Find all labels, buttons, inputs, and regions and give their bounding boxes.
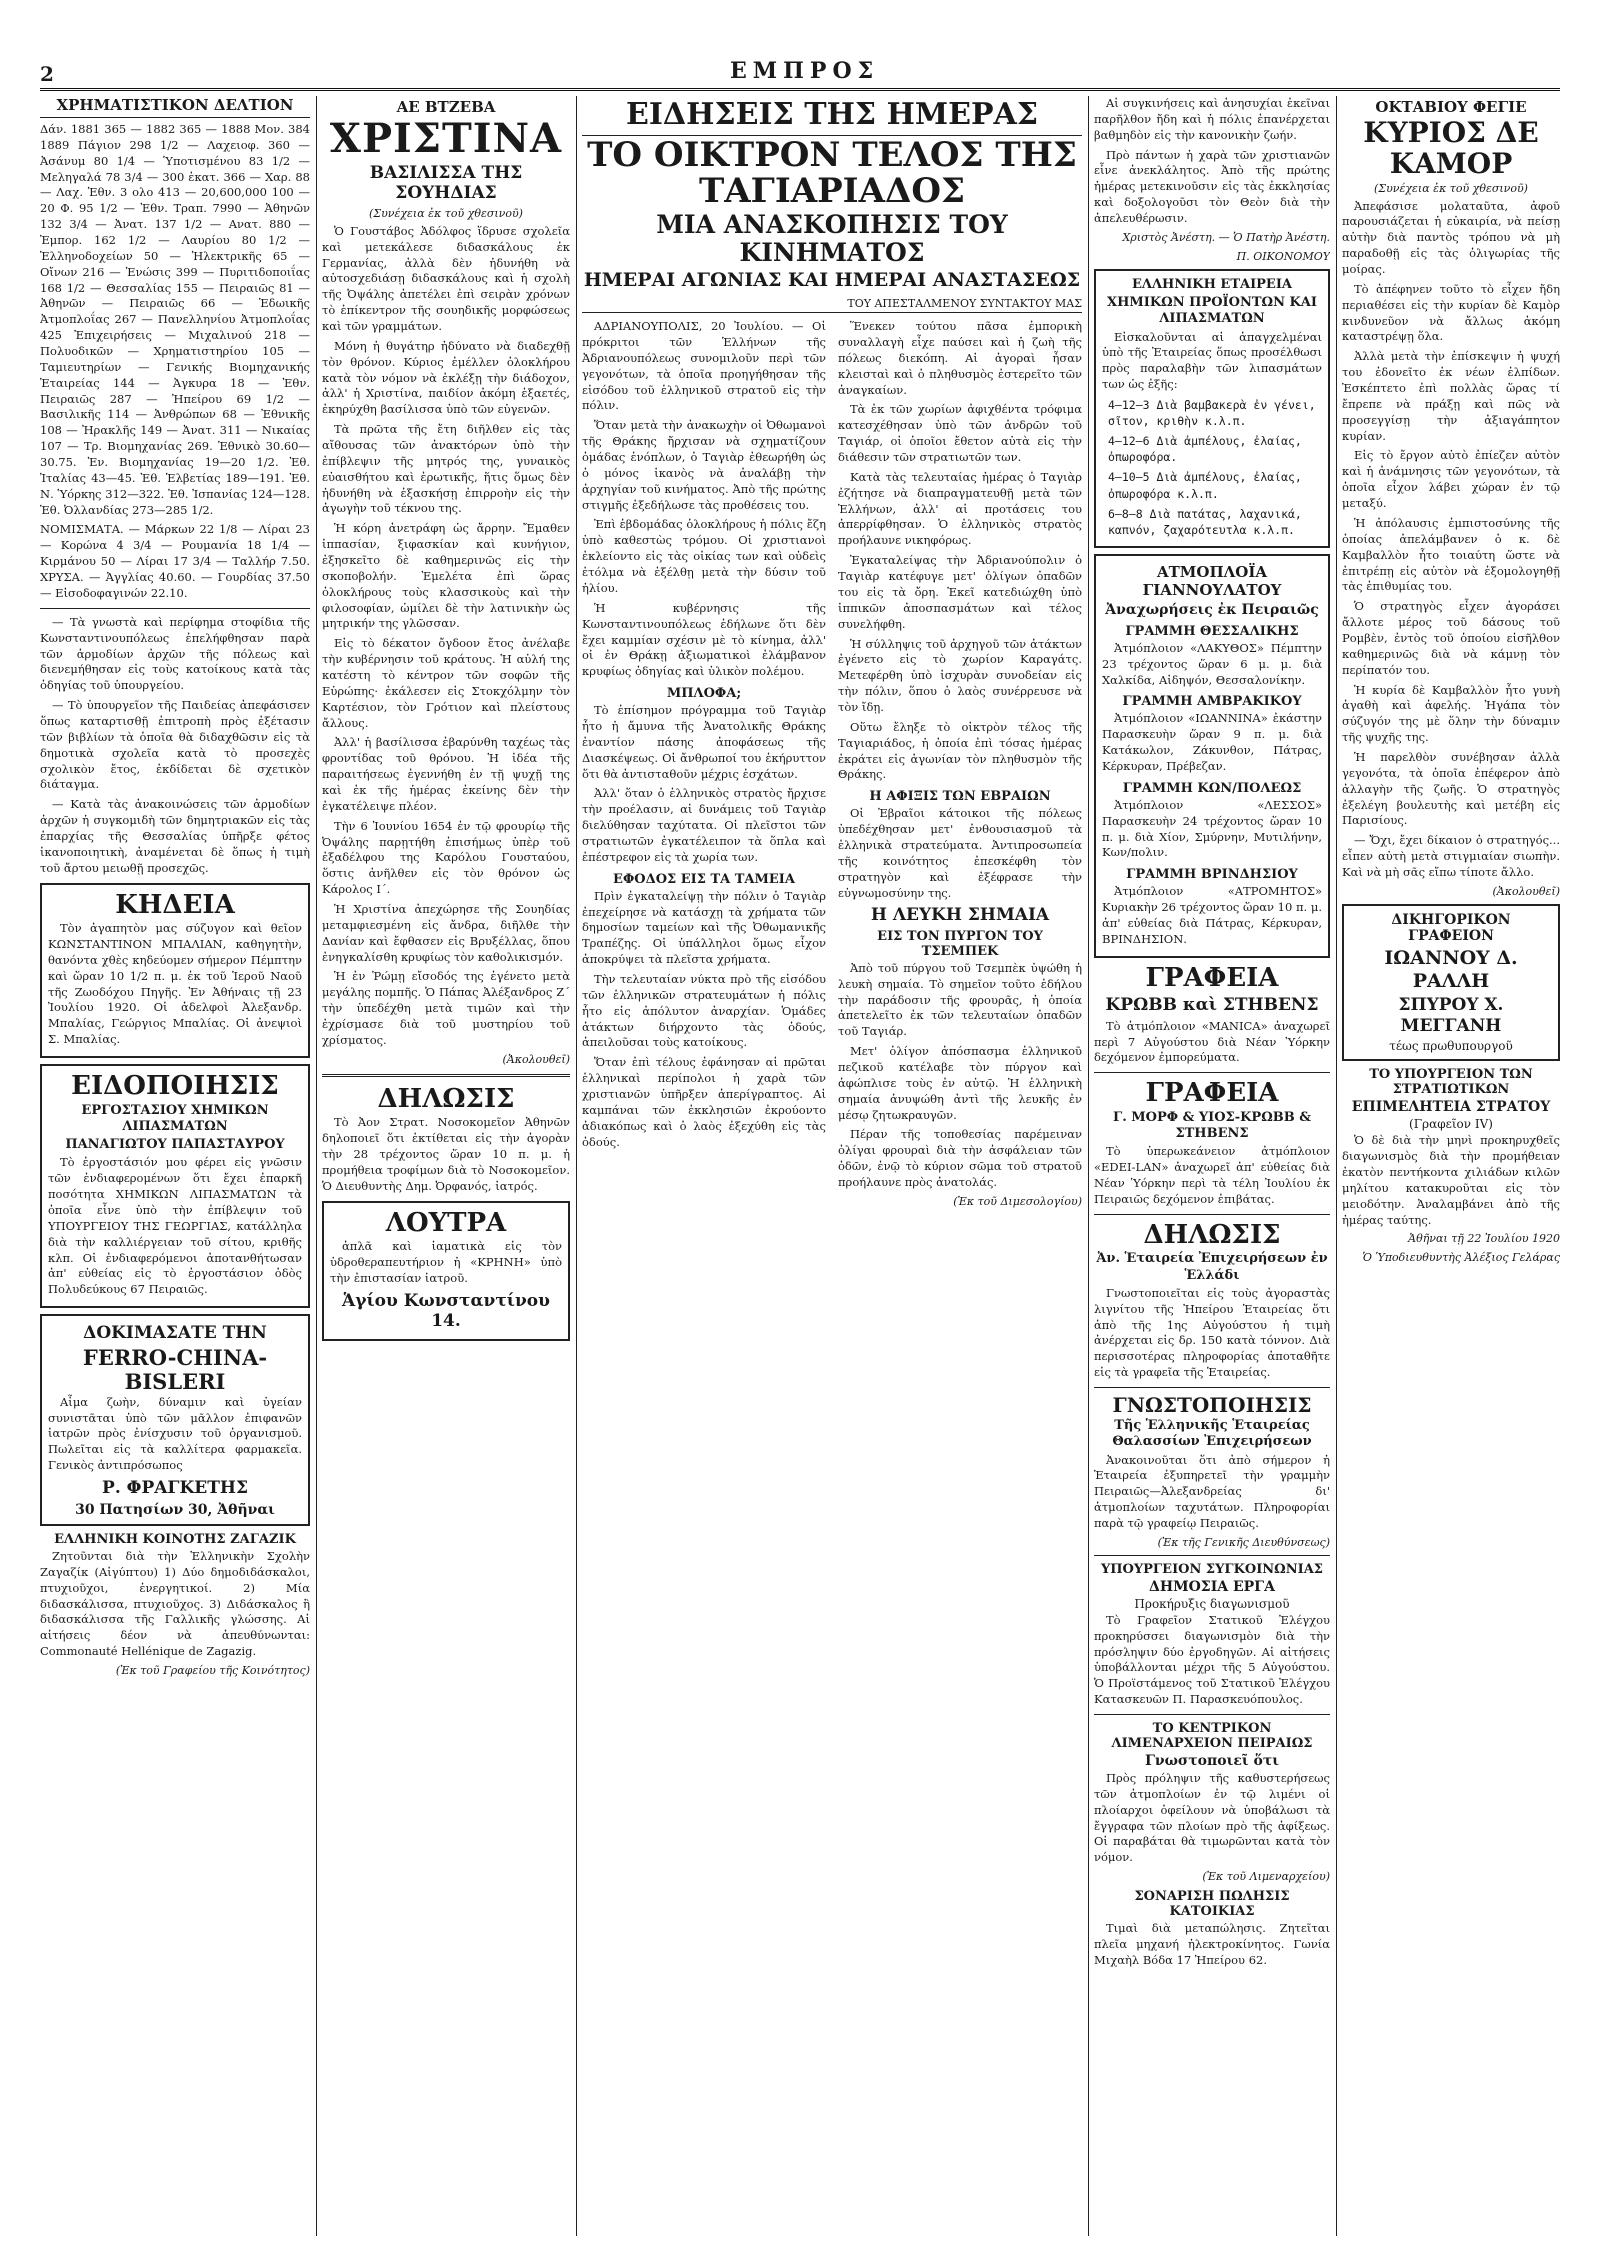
ad-title: ΧΗΜΙΚΩΝ ΠΡΟΪΟΝΤΩΝ ΚΑΙ ΛΙΠΑΣΜΑΤΩΝ bbox=[1107, 295, 1317, 327]
article-paragraph: Πέραν τῆς τοποθεσίας παρέμειναν ὀλίγαι φρουραὶ διὰ τὴν ἀσφάλειαν τῶν ὁδῶν, ἐνῷ τὸ κύριον σῶμα τοῦ στρατοῦ προήλαυνε πρὸς ἀνατολάς. bbox=[838, 1127, 1082, 1189]
article-subheading: Η ΑΦΙΞΙΣ ΤΩΝ ΕΒΡΑΙΩΝ bbox=[869, 789, 1051, 805]
column-1 bbox=[40, 96, 310, 2236]
shipping-text: Ἀτμόπλοιον «ΙΩΑΝΝΙΝΑ» ἐκάστην Παρασκευὴν ὥραν 9 π. μ. διὰ Κατάκωλον, Ζάκυνθον, Πάτρας, Κέρκυραν, Πρέβεζαν. bbox=[1102, 711, 1322, 773]
shipping-text: Ἀτμόπλοιον «ΑΤΡΟΜΗΤΟΣ» Κυριακὴν 26 τρέχοντος ὥραν 10 π. μ. ἀπ' εὐθείας διὰ Πάτρας, Κέρκυραν, ΒΡΙΝΔΗΣΙΟΝ. bbox=[1102, 884, 1322, 946]
byline bbox=[582, 295, 1082, 313]
page-number: 2 bbox=[40, 62, 54, 86]
shipping-sub: Ἀναχωρήσεις ἐκ Πειραιῶς bbox=[1105, 601, 1319, 618]
announcement-sub: Τῆς Ἑλληνικῆς Ἑταιρείας Θαλασσίων Ἐπιχειρήσεων bbox=[1112, 1418, 1312, 1450]
fertilizer-notice bbox=[40, 1064, 310, 1308]
column-divider bbox=[576, 96, 577, 2236]
baths-address: Ἁγίου Κωνσταντίνου 14. bbox=[342, 1290, 550, 1331]
article-paragraph: Τὴν τελευταίαν νύκτα πρὸ τῆς εἰσόδου τῶν ἑλληνικῶν στρατευμάτων ἡ πόλις ἦτο εἰς ἀπόλυτον ἀναρχίαν. Ὁμάδες ἀτάκτων διήρχοντο τὰς ὁδούς, ἀπειλοῦσαι τοὺς κατοίκους. bbox=[582, 971, 826, 1050]
article-left bbox=[582, 319, 826, 1214]
article-subheading: ΜΠΛΟΦΑ; bbox=[666, 686, 742, 702]
column-6 bbox=[1342, 96, 1560, 2236]
lawyer-name: ΙΩΑΝΝΟΥ Δ. ΡΑΛΛΗ bbox=[1384, 946, 1518, 992]
serial-paragraph: Ἡ Χριστίνα ἀπεχώρησε τῆς Σουηδίας μεταμφιεσμένη εἰς ἄνδρα, διῆλθε τὴν Δανίαν καὶ ἔφθασεν εἰς Βρυξέλλας, ὅπου ἐνηγκαλίσθη κρυφίως τὸν καθολικισμόν. bbox=[322, 902, 570, 964]
article-columns bbox=[582, 319, 1082, 1214]
divider bbox=[1094, 1714, 1330, 1715]
shipping-line: ΓΡΑΜΜΗ ΘΕΣΣΑΛΙΚΗΣ bbox=[1125, 623, 1299, 639]
declaration-sub: Ἀν. Ἑταιρεία Ἐπιχειρήσεων ἐν Ἑλλάδι bbox=[1096, 1251, 1328, 1283]
article-paragraph: Ἡ κυβέρνησις τῆς Κωνσταντινουπόλεως ἐδήλωνε ὅτι δὲν ἔχει καμμίαν σχέσιν μὲ τὸ κίνημα, ἀλλ' οἱ ἐν Θράκῃ ἀξιωματικοὶ ἐλάμβανον κρυφίως ὁδηγίας καὶ ὑλικὸν πολέμου. bbox=[582, 600, 826, 679]
column-divider bbox=[1336, 96, 1337, 2236]
article-paragraph: Τὸ ἐπίσημον πρόγραμμα τοῦ Ταγιὰρ ἦτο ἡ ἄμυνα τῆς Ἀνατολικῆς Θράκης ἐναντίον πάσης ἀποφάσεως τῆς Διασκέψεως. Οἱ ἄνθρωποί του ἐκήρυττον ὅτι θὰ ἀντισταθοῦν μέχρις ἐσχάτων. bbox=[582, 703, 826, 781]
serial-paragraph: Ἀπεφάσισε μολαταῦτα, ἀφοῦ παρουσιάζεται ἡ εὐκαιρία, νὰ πείσῃ αὐτὴν διὰ παντὸς τρόπου νὰ μὴ παραδοθῇ εἰς τὰς ὁλιγωρίας τῆς μοίρας. bbox=[1342, 198, 1560, 277]
column-5 bbox=[1094, 96, 1330, 2236]
announcement-sign: (Ἐκ τῆς Γενικῆς Διευθύνσεως) bbox=[1157, 1535, 1330, 1549]
article-subheading: Η ΛΕΥΚΗ ΣΗΜΑΙΑ bbox=[870, 905, 1050, 926]
school-text: Ζητοῦνται διὰ τὴν Ἑλληνικὴν Σχολὴν Ζαγαζίκ (Αἰγύπτου) 1) Δύο δημοδιδάσκαλοι, πτυχιοῦχοι, ἐνεργητικοί. 2) Μία διδασκάλισσα, πτυχιοῦχος. 3) Διδάσκαλος ἢ διδασκάλισσα τῆς Γαλλικῆς γλώσσης. Αἱ αἰτήσεις δέον νὰ ἀπευθύνωνται: Commonauté Hellénique de Zagazig. bbox=[40, 1548, 310, 1659]
baths-ad bbox=[322, 1201, 570, 1341]
divider bbox=[1094, 1214, 1330, 1215]
divider bbox=[1094, 1072, 1330, 1073]
serial-sign: (Ἀκολουθεῖ) bbox=[1492, 884, 1560, 898]
agency-text: Τὸ ἀτμόπλοιον «MANICA» ἀναχωρεῖ περὶ 7 Αὐγούστου διὰ Νέαν Ὑόρκην δεχόμενον ἐμπορεύματα. bbox=[1094, 1018, 1330, 1065]
serial-note: (Συνέχεια ἐκ τοῦ χθεσινοῦ) bbox=[369, 206, 523, 220]
column-divider bbox=[316, 96, 317, 2236]
fertilizer-row: 6—8—8 Διὰ πατάτας, λαχανικά, καπνόν, ζαχαρότευτλα κ.λ.π. bbox=[1108, 506, 1302, 537]
notice-subtitle: ΠΑΝΑΓΙΩΤΟΥ ΠΑΠΑΣΤΑΥΡΟΥ bbox=[65, 1137, 285, 1153]
column-divider bbox=[1088, 96, 1089, 2236]
masthead-rule bbox=[40, 88, 1560, 91]
article-subheading: ΕΙΣ ΤΟΝ ΠΥΡΓΟΝ ΤΟΥ ΤΣΕΜΠΕΚ bbox=[877, 928, 1043, 959]
headline-2: ΜΙΑ ΑΝΑΣΚΟΠΗΣΙΣ ΤΟΥ ΚΙΝΗΜΑΤΟΣ bbox=[656, 210, 1008, 267]
funeral-title: ΚΗΔΕΙΑ bbox=[115, 889, 235, 920]
port-sub: Γνωστοποιεῖ ὅτι bbox=[1144, 1753, 1280, 1769]
serial-title: ΧΡΙΣΤΙΝΑ bbox=[329, 115, 563, 162]
shipping-line: ΓΡΑΜΜΗ ΑΜΒΡΑΚΙΚΟΥ bbox=[1122, 694, 1302, 710]
news-item: — Τὰ γνωστὰ καὶ περίφημα στοφίδια τῆς Κωνσταντινουπόλεως ἐπελήφθησαν παρὰ τῶν ἁρμοδίων ἀρχῶν τῆς πόλεως καὶ διενεμήθησαν εἰς τοὺς κατοίκους κατὰ τὰς ὁδηγίας τοῦ ὑπουργείου. bbox=[40, 614, 310, 693]
serial-title: ΚΥΡΙΟΣ ΔΕ ΚΑΜΟΡ bbox=[1363, 116, 1539, 180]
numismata-text: ΝΟΜΙΣΜΑΤΑ. — Μάρκων 22 1/8 — Λίραι 23 — Κορώνα 4 3/4 — Ρουμανία 18 1/4 — Κιρμάνου 50 — Λίραι 17 3/4 — Ταλλήρ 7.50. ΧΡΥΣΑ. — Ἀγγλίας 40.60. — Γουρδίας 37.50 — Εἰσοδοφαγινών 22.10. bbox=[40, 522, 310, 600]
masthead bbox=[40, 58, 1560, 88]
ad-title: ΔΟΚΙΜΑΣΑΤΕ ΤΗΝ bbox=[83, 1323, 267, 1344]
headline: ΤΟ ΟΙΚΤΡΟΝ ΤΕΛΟΣ ΤΗΣ ΤΑΓΙΑΡΙΑΔΟΣ bbox=[587, 135, 1077, 211]
serial-paragraph: Ἀλλ' ἡ βασίλισσα ἐβαρύνθη ταχέως τὰς φροντίδας τοῦ θρόνου. Ἡ ἰδέα τῆς παραιτήσεως ἐγεννήθη ἐν τῇ ψυχῇ της καὶ ἐκ τῆς ἡμέρας ἐκείνης δὲν τὴν ἐγκατέλειψε πλέον. bbox=[322, 735, 570, 813]
ad-text: Εἰσκαλοῦνται αἱ ἁπαγχελμέναι ὑπὸ τῆς Ἐταιρείας ὅπως προσέλθωσι πρὸς παραλαβὴν τῶν λιπασμάτων των ὡς ἑξῆς: bbox=[1102, 329, 1322, 392]
article-paragraph: Ἡ σύλληψις τοῦ ἀρχηγοῦ τῶν ἀτάκτων ἐγένετο εἰς τὸ χωρίον Καραγάτς. Μετεφέρθη ὑπὸ ἰσχυρὰν συνοδείαν εἰς τὴν πόλιν, ὅπου ὁ λαὸς συνέρρευσε νὰ τὸν ἴδῃ. bbox=[838, 636, 1082, 714]
port-text: Πρὸς πρόληψιν τῆς καθυστερήσεως τῶν ἀτμοπλοίων ἐν τῷ λιμένι οἱ πλοίαρχοι ὀφείλουν νὰ ὑποβάλωσι τὰ ἔγγραφα τῶν πλοίων πρὸ τῆς ἀφίξεως. Οἱ παραβάται θὰ τιμωρῶνται κατὰ τὸν νόμον. bbox=[1094, 1771, 1330, 1865]
serial-paragraph: Τὸ ἀπέφηνεν τοῦτο τὸ εἶχεν ἤδη περιαθέσει εἰς τὴν κυρίαν δὲ Καμὸρ κινδυνεῦον νὰ ἄλλως ἀκόμη καταστρέψῃ ὅλα. bbox=[1342, 281, 1560, 344]
byline-text: ΤΟΥ ΑΠΕΣΤΑΛΜΕΝΟΥ ΣΥΝΤΑΚΤΟΥ ΜΑΣ bbox=[847, 297, 1082, 311]
school-sign: (Ἐκ τοῦ Γραφείου τῆς Κοινότητος) bbox=[115, 1663, 310, 1677]
ministry-text: Τὸ Γραφεῖον Στατικοῦ Ἐλέγχου προκηρύσσει διαγωνισμὸν διὰ τὴν πρόσληψιν δύο ἐργοδηγῶν. Αἱ αἰτήσεις ὑποβάλλονται μέχρι τῆς 5 Αὐγούστου. Ὁ Προϊστάμενος τοῦ Στατικοῦ Ἐλέγχου Κατασκευῶν Π. Παρασκευόπουλος. bbox=[1094, 1612, 1330, 1707]
fertilizer-row: 4—10—5 Διὰ ἀμπέλους, ἐλαίας, ὀπωροφόρα κ.λ.π. bbox=[1108, 470, 1302, 501]
declaration-title: ΔΗΛΩΣΙΣ bbox=[377, 1083, 515, 1114]
article-paragraph: Οἱ Ἑβραῖοι κάτοικοι τῆς πόλεως ὑπεδέχθησαν μετ' ἐνθουσιασμοῦ τὰ ἑλληνικὰ στρατεύματα. Ἀντιπροσωπεία τῆς κοινότητος ἐπεσκέφθη τὸν στρατηγὸν καὶ ἐξέφρασε τὴν εὐγνωμοσύνην της. bbox=[838, 806, 1082, 900]
notice-title: ΕΙΔΟΠΟΙΗΣΙΣ bbox=[71, 1071, 279, 1101]
article-paragraph: Ἀλλ' ὅταν ὁ ἑλληνικὸς στρατὸς ἤρχισε τὴν προέλασιν, αἱ δυνάμεις τοῦ Ταγιὰρ διελύθησαν ταχύτατα. Οἱ πλεῖστοι τῶν στρατιωτῶν ἐγκατέλειπον τὰ ὅπλα καὶ ἐπέστρεφον εἰς τὰ χωρία των. bbox=[582, 786, 826, 864]
ministry-title: ΥΠΟΥΡΓΕΙΟΝ ΣΥΓΚΟΙΝΩΝΙΑΣ bbox=[1101, 1561, 1323, 1577]
article-right bbox=[838, 319, 1082, 1214]
article-paragraph: Ἐγκαταλείψας τὴν Ἀδριανούπολιν ὁ Ταγιὰρ κατέφυγε μετ' ὀλίγων ὀπαδῶν του εἰς τὰ ὄρη. Ἐκεῖ κατεδιώχθη ὑπὸ ἱππικῶν ἀποσπασμάτων καὶ τέλος συνελήφθη. bbox=[838, 553, 1082, 631]
school-title: ΕΛΛΗΝΙΚΗ ΚΟΙΝΟΤΗΣ ΖΑΓΑΖΙΚ bbox=[54, 1531, 296, 1547]
serial-paragraph: Ἀλλὰ μετὰ τὴν ἐπίσκεψιν ἡ ψυχή του ἐδονεῖτο ἐκ νέων ἐλπίδων. Ἐσκέπτετο ἐπὶ πολλὰς ὥρας τί ἔπρεπε νὰ πράξῃ καὶ πῶς νὰ προσεγγίσῃ τὴν ἀξιαγάπητον κυρίαν. bbox=[1342, 349, 1560, 443]
agency-sub: ΚΡΩΒΒ καὶ ΣΤΗΒΕΝΣ bbox=[1105, 995, 1319, 1016]
army-ministry-date: Ἀθῆναι τῇ 22 Ἰουλίου 1920 bbox=[1408, 1232, 1560, 1246]
serial-paragraph: Τὴν 6 Ἰουνίου 1654 ἐν τῷ φρουρίῳ τῆς Ὀψάλης παρῃτήθη ἐπισήμως ὑπὲρ τοῦ ἐξαδέλφου της Καρόλου Γουσταύου, ὅστις ἀνῆλθεν εἰς τὸν θρόνον ὡς Κάρολος Ι΄. bbox=[322, 818, 570, 897]
notice-text: Τὸ ἐργοστάσιόν μου φέρει εἰς γνῶσιν τῶν ἐνδιαφερομένων ὅτι ἔχει ἐπαρκῆ ποσότητα ΧΗΜΙΚΩΝ ΛΙΠΑΣΜΑΤΩΝ τὰ ὁποῖα εἶνε ὑπὸ τὴν ἐπίβλεψιν τοῦ ΥΠΟΥΡΓΕΙΟΥ ΤΗΣ ΓΕΩΡΓΙΑΣ, κατάλληλα διὰ τὴν καλλιέργειαν τοῦ σίτου, κριθῆς κλπ. Οἱ ἐνδιαφερόμενοι ἀποτανθήτωσαν ἀπ' εὐθείας εἰς τὸ ἐργοστάσιον ὁδὸς Πολυδεύκους 67 Πειραιῶς. bbox=[48, 1155, 302, 1297]
serial-paragraph: Εἰς τὸ ἔργον αὐτὸ ἐπίεζεν αὐτὸν καὶ ἡ ἀνάμνησις τῶν γεγονότων, τὰ ὁποῖα εἶχον λάβει χώραν ἐν τῷ μεταξύ. bbox=[1342, 448, 1560, 511]
port-sign: (Ἐκ τοῦ Λιμεναρχείου) bbox=[1202, 1870, 1330, 1884]
baths-text: ἀπλᾶ καὶ ἰαματικὰ εἰς τὸν ὑδροθεραπευτήριον ἡ «ΚΡΗΝΗ» ὑπὸ τὴν ἐπιστασίαν ἰατροῦ. bbox=[330, 1239, 562, 1285]
fertilizer-row: 4—12—3 Διὰ βαμβακερὰ ἐν γένει, σῖτον, κριθὴν κ.λ.π. bbox=[1108, 398, 1316, 429]
funeral-notice bbox=[40, 883, 310, 1058]
serial-sign: (Ἀκολουθεῖ) bbox=[502, 1052, 570, 1066]
funeral-text: Τὸν ἀγαπητὸν μας σύζυγον καὶ θεῖον ΚΩΝΣΤΑΝΤΙΝΟΝ ΜΠΑΛΙΑΝ, καθηγητὴν, θανόντα χθὲς κηδεύομεν σήμερον Πέμπτην καὶ ὥραν 10 1/2 π. μ. ἐκ τοῦ Ἱεροῦ Ναοῦ τῆς Ζωοδόχου Πηγῆς. Ἐν Ἀθήναις τῇ 23 Ἰουλίου 1920. Οἱ ἀδελφοὶ Ἀλεξανδρ. Μπαλίας, Γεώργιος Μπαλίας. Οἱ ἀνεψιοὶ Σ. Μπαλίας. bbox=[48, 921, 302, 1047]
baths-title: ΛΟΥΤΡΑ bbox=[385, 1207, 507, 1238]
declaration-title: ΔΗΛΩΣΙΣ bbox=[1143, 1219, 1281, 1250]
serial-paragraph: — Ὄχι, ἔχει δίκαιον ὁ στρατηγός... εἶπεν αὐτὴ μετὰ στιγμιαίαν σιωπὴν. Καὶ νὰ μὴ σᾶς εἴπω τίποτε ἄλλο. bbox=[1342, 833, 1560, 879]
continued-author: Π. ΟΙΚΟΝΟΜΟΥ bbox=[1236, 249, 1330, 263]
paper-name: ΕΜΠΡΟΣ bbox=[730, 58, 880, 84]
serial-paragraph: Μόνη ἡ θυγάτηρ ἠδύνατο νὰ διαδεχθῇ τὸν θρόνον. Κύριος ἐμέλλεν ὁλοκλήρου κατὰ τὸν νόμον νὰ ἐκλέξῃ τὴν διάδοχον, ἀλλ' ἡ Χριστίνα, παιδίον ἀκόμη ἑξαετές, ἐκηρύχθη βασίλισσα ὑπὸ τῶν εὐγενῶν. bbox=[322, 338, 570, 417]
ad-text: Αἷμα ζωὴν, δύναμιν καὶ ὑγείαν συνιστᾶται ὑπὸ τῶν μᾶλλον ἐπιφανῶν ἰατρῶν πρὸς ἐνίσχυσιν τοῦ ὀργανισμοῦ. Πωλεῖται εἰς τὰ καλλίτερα φαρμακεῖα. Γενικὸς ἀντιπρόσωπος bbox=[48, 1394, 302, 1473]
army-ministry-text: Ὁ δὲ διὰ τὴν μηνὶ προκηρυχθεῖς διαγωνισμὸς διὰ τὴν προμήθειαν ἐκατὸν πεντήκοντα χιλιάδων κιλῶν μηλίτου κατακυροῦται εἰς τὸν μειοδότην. Ἀναλαμβάνει ἀπὸ τῆς ἡμέρας ταύτης. bbox=[1342, 1133, 1560, 1227]
serial-paragraph: Ἡ κόρη ἀνετράφη ὡς ἄρρην. Ἔμαθεν ἱππασίαν, ξιφασκίαν καὶ κυνήγιον, ἐξησκεῖτο δὲ καθημερινῶς εἰς τὴν σκοποβολήν. Ἐμελέτα ἐπὶ ὥρας ὁλοκλήρους τοὺς κλασσικοὺς καὶ τὴν φιλοσοφίαν, ὡμίλει δὲ τὴν λατινικὴν ὡς μητρικήν της γλῶσσαν. bbox=[322, 521, 570, 631]
article-paragraph: Ὅταν μετὰ τὴν ἀνακωχὴν οἱ Ὀθωμανοὶ τῆς Θράκης ἤρχισαν νὰ σχηματίζουν ὁμάδας ἐνόπλων, ὁ Ταγιὰρ ἐθεωρήθη ὡς ὁ μόνος ἱκανὸς νὰ ἀναλάβῃ τὴν ἀρχηγίαν τοῦ κινήματος. Ἀπὸ τῆς πρώτης στιγμῆς ἐξεδήλωσε τὰς προθέσεις του. bbox=[582, 418, 826, 512]
article-paragraph: Ἐπὶ ἑβδομάδας ὁλοκλήρους ἡ πόλις ἔζη ὑπὸ καθεστὼς τρόμου. Οἱ χριστιανοὶ ἐκλείοντο εἰς τὰς οἰκίας των καὶ οὐδεὶς ἐτόλμα νὰ ἐξέλθῃ μετὰ τὴν δύσιν τοῦ ἡλίου. bbox=[582, 517, 826, 595]
shipping-title: ΑΤΜΟΠΛΟΪΑ ΓΙΑΝΝΟΥΛΑΤΟΥ bbox=[1142, 562, 1282, 599]
ad-agent: Ρ. ΦΡΑΓΚΕΤΗΣ bbox=[102, 1477, 248, 1498]
fertilizer-row: 4—12—6 Διὰ ἀμπέλους, ἐλαίας, ὀπωροφόρα. bbox=[1108, 434, 1302, 465]
serial-paragraph: Ἡ παρελθὸν συνέβησαν ἀλλὰ γεγονότα, τὰ ὁποῖα ἐπέφερον ἀπὸ ἀλλαγὴν τῆς ζωῆς. Ὁ στρατηγὸς ἐξελέγη βουλευτὴς καὶ μετέβη εἰς Παρισίους. bbox=[1342, 749, 1560, 828]
law-office-title: ΔΙΚΗΓΟΡΙΚΟΝ ΓΡΑΦΕΙΟΝ bbox=[1391, 911, 1511, 944]
bisleri-ad bbox=[40, 1314, 310, 1526]
continued-paragraph: Αἱ συγκινήσεις καὶ ἀνησυχίαι ἐκεῖναι παρῆλθον ἤδη καὶ ἡ πόλις ἐπανέρχεται βαθμηδὸν εἰς τὴν κανονικὴν ζωήν. bbox=[1094, 96, 1330, 142]
sale-title: ΣΟΝΑΡΙΣΗ ΠΩΛΗΣΙΣ ΚΑΤΟΙΚΙΑΣ bbox=[1134, 1889, 1290, 1920]
serial-author: ΟΚΤΑΒΙΟΥ ΦΕΓΙΕ bbox=[1375, 98, 1527, 116]
serial-paragraph: Τὰ πρῶτα τῆς ἔτη διῆλθεν εἰς τὰς αἴθουσας τῶν ἀνακτόρων ὑπὸ τὴν ἐπίβλεψιν τῆς μητρός της, γυναικὸς εὐαισθήτου καὶ ἐρωτικῆς, ἥτις ὅμως δὲν ἠδυνήθη νὰ ἐξασκήσῃ ἐπιρροὴν εἰς τὴν ἀγωγὴν τοῦ τέκνου της. bbox=[322, 422, 570, 516]
ministry-sub: Προκήρυξις διαγωνισμοῦ bbox=[1134, 1596, 1290, 1611]
serial-paragraph: Εἰς τὸ δέκατον ὄγδοον ἔτος ἀνέλαβε τὴν κυβέρνησιν τοῦ κράτους. Ἡ αὐλή της κατέστη τὸ κέντρον τῶν σοφῶν τῆς Εὐρώπης· ἐκάλεσεν εἰς Στοκχόλμην τὸν Καρτέσιον, τὸν Γρότιον καὶ πλείστους ἄλλους. bbox=[322, 636, 570, 730]
declaration-text: Τὸ Ἀον Στρατ. Νοσοκομεῖον Ἀθηνῶν δηλοποιεῖ ὅτι ἐκτίθεται εἰς τὴν ἀγορὰν τὴν 28 τρέχοντος ὥραν 10 π. μ. ἡ προμήθεια τροφίμων διὰ τὸ Νοσοκομεῖον. Ὁ Διευθυντὴς Δημ. Ὀρφανός, ἰατρός. bbox=[322, 1115, 570, 1193]
army-ministry-sign: Ὁ Ὑποδιευθυντὴς Ἀλέξιος Γελάρας bbox=[1362, 1251, 1560, 1265]
port-title: ΤΟ ΚΕΝΤΡΙΚΟΝ ΛΙΜΕΝΑΡΧΕΙΟΝ ΠΕΙΡΑΙΩΣ bbox=[1111, 1721, 1313, 1751]
agency-title: ΓΡΑΦΕΙΑ bbox=[1145, 962, 1279, 993]
army-ministry-sub: ΕΠΙΜΕΛΗΤΕΙΑ ΣΤΡΑΤΟΥ bbox=[1351, 1099, 1551, 1116]
agency-text: Τὸ ὑπερωκεάνειον ἀτμόπλοιον «ΕDΕΙ-LAN» ἀναχωρεῖ ἀπ' εὐθείας διὰ Νέαν Ὑόρκην περὶ τὰ τέλη Ἰουλίου ἐκ Πειραιῶς δεχόμενον ἐπιβάτας. bbox=[1094, 1144, 1330, 1206]
army-ministry-sub: (Γραφεῖον IV) bbox=[1409, 1117, 1493, 1132]
article-paragraph: Ἀπὸ τοῦ πύργου τοῦ Τσεμπὲκ ὑψώθη ἡ λευκὴ σημαία. Τὸ σημεῖον τοῦτο ἐδήλου τὴν παράδοσιν τῆς φρουρᾶς, ἡ ὁποία ἀπετελεῖτο ἐκ τῶν τελευταίων ὀπαδῶν τοῦ Ταγιάρ. bbox=[838, 960, 1082, 1039]
news-item: — Τὸ ὑπουργεῖον τῆς Παιδείας ἀπεφάσισεν ὅπως καταρτισθῇ ἐπιτροπὴ πρὸς ἐξέτασιν τῶν βιβλίων τὰ ὁποῖα θὰ διδαχθῶσιν εἰς τὰ δημοτικὰ σχολεῖα κατὰ τὸ προσεχὲς σχολικὸν ἔτος, ἐκδίδεται δὲ σχετικὸν διάταγμα. bbox=[40, 698, 310, 792]
continued-sign: Χριστὸς Ἀνέστη. — Ὁ Πατὴρ Ἀνέστη. bbox=[1122, 230, 1330, 244]
article-paragraph: Οὕτω ἔληξε τὸ οἰκτρὸν τέλος τῆς Ταγιαριάδος, ἡ ὁποία ἐπὶ τόσας ἡμέρας ἐκράτει εἰς ἀγωνίαν τὸν πληθυσμὸν τῆς Θράκης. bbox=[838, 719, 1082, 782]
law-office-ad bbox=[1342, 904, 1560, 1061]
serial-paragraph: Ἡ κυρία δὲ Καμβαλλὸν ἦτο γυνὴ ἀγαθὴ καὶ ἀφελής. Ἡγάπα τὸν σύζυγόν της μὲ ὅλην τὴν δύναμιν τῆς ψυχῆς της. bbox=[1342, 682, 1560, 745]
continued-paragraph: Πρὸ πάντων ἡ χαρὰ τῶν χριστιανῶν εἶνε ἀνεκλάλητος. Ἀπὸ τῆς πρώτης ἡμέρας μετεκινοῦσιν εἰς τὰς ἐκκλησίας καὶ δοξολογοῦσι τὸν Θεὸν διὰ τὴν ἀπελευθέρωσιν. bbox=[1094, 147, 1330, 226]
ministry-sub: ΔΗΜΟΣΙΑ ΕΡΓΑ bbox=[1149, 1578, 1275, 1595]
serial-paragraph: Ὁ Γουστάβος Ἀδόλφος ἵδρυσε σχολεῖα καὶ μετεκάλεσε διδασκάλους ἐκ Γερμανίας, ἀλλὰ δὲν ἠδυνήθη νὰ αὐτοσχεδιάσῃ διδασκάλους καὶ ἡ σχολὴ τῆς Ὀψάλης ἀπετέλει ἐπὶ σειρὰν χρόνων τὸ ἐπίκεντρον τῆς σουηδικῆς μορφώσεως καὶ τῶν γραμμάτων. bbox=[322, 223, 570, 333]
exchange-text: Δάν. 1881 365 — 1882 365 — 1888 Μον. 384 1889 Πάγιον 298 1/2 — Λαχειοφ. 360 — Ἀσάνυμ 80 1/4 — Ὑποτισμένου 83 1/2 — Μεληγαλά 78 3/4 — 300 ἑκατ. 366 — Χαρ. 88 — Λαχ. Ἐθν. 3 ολο 413 — 20,600,000 100 — 20 Φ. 95 1/2 — Ἐθν. Τραπ. 7990 — Ἀθηνῶν 132 3/4 — Ἀνατ. 137 1/2 — Ανατ. 880 — Ἐμπορ. 162 1/2 — Λαυρίου 80 1/2 — Ἑλληνοδοχείων 50 — Ἠλεκτρικῆς 65 — Οἴνων 216 — Ἐνώσις 399 — Πυριτιδοποιΐας 168 1/2 — Θεσσαλίας 155 — Πειραιῶς 81 — Ἀθηνῶν — Πειραιῶς 66 — Ἑδωικῆς Ἀτμοπλοΐας 267 — Πανελληνίου Ἀτμοπλοΐας 425 Ἐπιχειρήσεις — Μιχαλινού 218 — Πολυοδικῶν — Χρηματιστηρίου 105 — Ταμιευτηρίων — Γενικής Βιομηχανικής Ἑταιρείας 144 — Ἀγκυρα 18 — Ἐθν. Πειραιῶς 287 — Ἠπείρου 69 1/2 — Βασιλικῆς 114 — Ἀνθρώπων 68 — Ἐθνικῆς 108 — Ἠρακλῆς 149 — Ἀνατ. 311 — Νικαίας 107 — Τρ. Βιομηχανίας 269. Ἐθνικὸ 30.60—30.75. Ἐν. Βιομηχανίας 19—20 1/2. Ἐθ. Ἰταλίας 43—45. Ἐθ. Ἑλβετίας 189—191. Ἐθ. Ν. Ὑόρκης 312—322. Ἐθ. Ἰσπανίας 124—128. Ἐθ. Ὀλλανδίας 273—285 1/2. bbox=[40, 122, 310, 517]
shipping-line: ΓΡΑΜΜΗ ΒΡΙΝΔΗΣΙΟΥ bbox=[1126, 867, 1298, 883]
shipping-text: Ἀτμόπλοιον «ΛΕΣΣΟΣ» Παρασκευὴν 24 τρέχοντος ὥραν 10 π. μ. διὰ Χίον, Σμύρνην, Μυτιλήνην, Κων/πολιν. bbox=[1102, 797, 1322, 860]
exchange-title: ΧΡΗΜΑΤΙΣΤΙΚΟΝ ΔΕΛΤΙΟΝ bbox=[40, 96, 310, 118]
sale-text: Τιμαὶ διὰ μεταπώλησις. Ζητεῖται πλεῖα μηχανή ἠλεκτροκίνητος. Γωνία Μιχαὴλ Βόδα 17 Ἠπείρου 62. bbox=[1094, 1921, 1330, 1967]
article-paragraph: Ὅταν ἐπὶ τέλους ἐφάνησαν αἱ πρῶται ἑλληνικαὶ περίπολοι ἡ χαρὰ τῶν χριστιανῶν ὑπῆρξεν ἀπερίγραπτος. Αἱ καμπάναι τῶν ἐκκλησιῶν ἐκρούοντο ἀδιακόπως καὶ ὁ λαὸς ἐξεχύθη εἰς τὰς ὁδούς. bbox=[582, 1055, 826, 1149]
notice-subtitle: ΕΡΓΟΣΤΑΣΙΟΥ ΧΗΜΙΚΩΝ ΛΙΠΑΣΜΑΤΩΝ bbox=[81, 1102, 269, 1134]
article-paragraph: Πρὶν ἐγκαταλείψῃ τὴν πόλιν ὁ Ταγιὰρ ἐπεχείρησε νὰ κατάσχῃ τὰ χρήματα τῶν δημοσίων ταμείων καὶ τῆς Ὀθωμανικῆς Τραπέζης. Οἱ ὑπάλληλοι ὅμως εἶχον ἀποκρύψει τὰ πλεῖστα χρήματα. bbox=[582, 888, 826, 967]
lawyer-title: τέως πρωθυπουργοῦ bbox=[1389, 1039, 1513, 1054]
lawyer-name: ΣΠΥΡΟΥ Χ. ΜΕΓΓΑΝΗ bbox=[1398, 995, 1504, 1036]
agency-title: ΓΡΑΦΕΙΑ bbox=[1145, 1078, 1279, 1109]
headline-3: ΗΜΕΡΑΙ ΑΓΩΝΙΑΣ ΚΑΙ ΗΜΕΡΑΙ ΑΝΑΣΤΑΣΕΩΣ bbox=[583, 269, 1081, 292]
news-item: — Κατὰ τὰς ἀνακοινώσεις τῶν ἀρμοδίων ἀρχῶν ἡ συγκομιδὴ τῶν δημητριακῶν εἰς τὰς ἐπαρχίας τῆς Θεσσαλίας ὑπῆρξε φέτος ἱκανοποιητικὴ, ἀναμένεται δὲ ὅπως ἡ τιμὴ τοῦ ἄρτου μειωθῇ προσεχῶς. bbox=[40, 797, 310, 875]
article-paragraph: ΑΔΡΙΑΝΟΥΠΟΛΙΣ, 20 Ἰουλίου. — Οἱ πρόκριτοι τῶν Ἑλλήνων τῆς Ἀδριανουπόλεως συνομιλοῦν περὶ τῶν γεγονότων, τὰ ὁποῖα προηγήθησαν τῆς εἰσόδου τοῦ ἑλληνικοῦ στρατοῦ εἰς τὴν πόλιν. bbox=[582, 319, 826, 413]
serial-subtitle: ΒΑΣΙΛΙΣΣΑ ΤΗΣ ΣΟΥΗΔΙΑΣ bbox=[369, 163, 523, 204]
article-paragraph: Ἕνεκεν τούτου πᾶσα ἐμπορικὴ συναλλαγὴ εἶχε παύσει καὶ ἡ ζωὴ τῆς πόλεως διεκόπη. Αἱ ἀγοραὶ ἦσαν κλεισταὶ καὶ ὁ πληθυσμὸς ἐστερεῖτο τῶν ἀναγκαίων. bbox=[838, 319, 1082, 397]
ad-title: ΕΛΛΗΝΙΚΗ ΕΤΑΙΡΕΙΑ bbox=[1131, 276, 1293, 292]
announcement-text: Ἀνακοινοῦται ὅτι ἀπὸ σήμερον ἡ Ἑταιρεία ἐξυπηρετεῖ τὴν γραμμὴν Πειραιῶς—Ἀλεξανδρείας δι' ἀτμοπλοίων ταχυτάτων. Πληροφορίαι παρὰ τῷ γραφείῳ Πειραιῶς. bbox=[1094, 1452, 1330, 1530]
serial-paragraph: Ἡ ἐν Ῥώμῃ εἴσοδός της ἐγένετο μετὰ μεγάλης πομπῆς. Ὁ Πάπας Ἀλέξανδρος Ζ΄ τὴν ὑπεδέχθη μετὰ τιμῶν καὶ τὴν ἐχρίσμασε διὰ τοῦ μυστηρίου τοῦ χρίσματος. bbox=[322, 969, 570, 1047]
article-subheading: ΕΦΟΔΟΣ ΕΙΣ ΤΑ ΤΑΜΕΙΑ bbox=[613, 871, 795, 887]
shipping-ad bbox=[1094, 554, 1330, 958]
article-paragraph: Κατὰ τὰς τελευταίας ἡμέρας ὁ Ταγιὰρ ἐζήτησε νὰ διαπραγματευθῇ μετὰ τῶν Ἑλλήνων, ἀλλ' αἱ προτάσεις του ἀπερρίφθησαν. Ὁ ἑλληνικὸς στρατὸς προήλαυνε νικηφόρως. bbox=[838, 469, 1082, 548]
serial-note: (Συνέχεια ἐκ τοῦ χθεσινοῦ) bbox=[1374, 181, 1528, 195]
column-2 bbox=[322, 96, 570, 2236]
divider bbox=[1094, 1387, 1330, 1388]
divider bbox=[1094, 1555, 1330, 1556]
serial-paragraph: Ὁ στρατηγὸς εἶχεν ἀγοράσει ἄλλοτε μέρος τοῦ δάσους τοῦ Ρομβὲν, ἐντὸς τοῦ ὁποίου εἰσῆλθον καθημερινῶς διὰ νὰ κάμνῃ τὸν περίπατόν του. bbox=[1342, 599, 1560, 677]
article-paragraph: Μετ' ὀλίγον ἀπόσπασμα ἑλληνικοῦ πεζικοῦ κατέλαβε τὸν πύργον καὶ ἀφώπλισε τοὺς ἐν αὐτῷ. Ἡ ἑλληνικὴ σημαία ἀνυψώθη ἀντὶ τῆς λευκῆς ἐν μέσῳ ζητωκραυγῶν. bbox=[838, 1044, 1082, 1122]
ad-brand: FERRO-CHINA-BISLERI bbox=[82, 1345, 268, 1394]
ad-address: 30 Πατησίων 30, Ἀθῆναι bbox=[75, 1501, 275, 1518]
shipping-text: Ἀτμόπλοιον «ΛΑΚΥΘΟΣ» Πέμπτην 23 τρέχοντος ὥραν 6 μ. μ. διὰ Χαλκίδα, Αἰδηψόν, Θεσσαλονίκην. bbox=[1102, 640, 1322, 687]
article-paragraph: Τὰ ἐκ τῶν χωρίων ἀφιχθέντα τρόφιμα κατεσχέθησαν ὑπὸ τῶν ἀνδρῶν τοῦ Ταγιάρ, οἱ ὁποῖοι ἔθετον αὐτὰ εἰς τὴν διάθεσιν τῶν στρατιωτῶν των. bbox=[838, 402, 1082, 465]
agency-sub: Γ. ΜΟΡΦ & ΥΙΟΣ-ΚΡΩΒΒ & ΣΤΗΒΕΝΣ bbox=[1112, 1109, 1312, 1142]
shipping-line: ΓΡΑΜΜΗ ΚΩΝ/ΠΟΛΕΩΣ bbox=[1122, 780, 1302, 796]
section-title: ΕΙΔΗΣΕΙΣ ΤΗΣ ΗΜΕΡΑΣ bbox=[582, 98, 1082, 136]
declaration-text: Γνωστοποιεῖται εἰς τοὺς ἀγοραστὰς λιγνίτου τῆς Ἠπείρου Ἑταιρείας ὅτι ἀπὸ τῆς 1ης Αὐγούστου ἡ τιμὴ ἀνέρχεται εἰς δρ. 150 κατὰ τόννον. Διὰ περισσοτέρας πληροφορίας ἀποταθῆτε εἰς τὰ γραφεῖα τῆς Ἑταιρείας. bbox=[1094, 1285, 1330, 1380]
announcement-title: ΓΝΩΣΤΟΠΟΙΗΣΙΣ bbox=[1112, 1393, 1312, 1418]
army-ministry-title: ΤΟ ΥΠΟΥΡΓΕΙΟΝ ΤΩΝ ΣΤΡΑΤΙΩΤΙΚΩΝ bbox=[1369, 1067, 1533, 1098]
article-sign: (Ἐκ τοῦ Διμεσολογίου) bbox=[953, 1194, 1082, 1208]
serial-author: ΑΕ ΒΤΖΕΒΑ bbox=[396, 98, 496, 116]
serial-paragraph: Ἡ ἀπόλαυσις ἐμπιστοσύνης τῆς ὁποίας ἀπελάμβανεν ὁ κ. δὲ Καμβαλλὸν ἦτο τοιαύτη ὥστε νὰ ἐπιτρέπῃ εἰς αὐτὸν νὰ ἐξομολογηθῇ τὰς ἐπιθυμίας του. bbox=[1342, 515, 1560, 594]
main-article bbox=[582, 96, 1082, 2236]
divider bbox=[40, 608, 310, 609]
chemical-company-ad bbox=[1094, 269, 1330, 548]
divider bbox=[322, 1074, 570, 1077]
